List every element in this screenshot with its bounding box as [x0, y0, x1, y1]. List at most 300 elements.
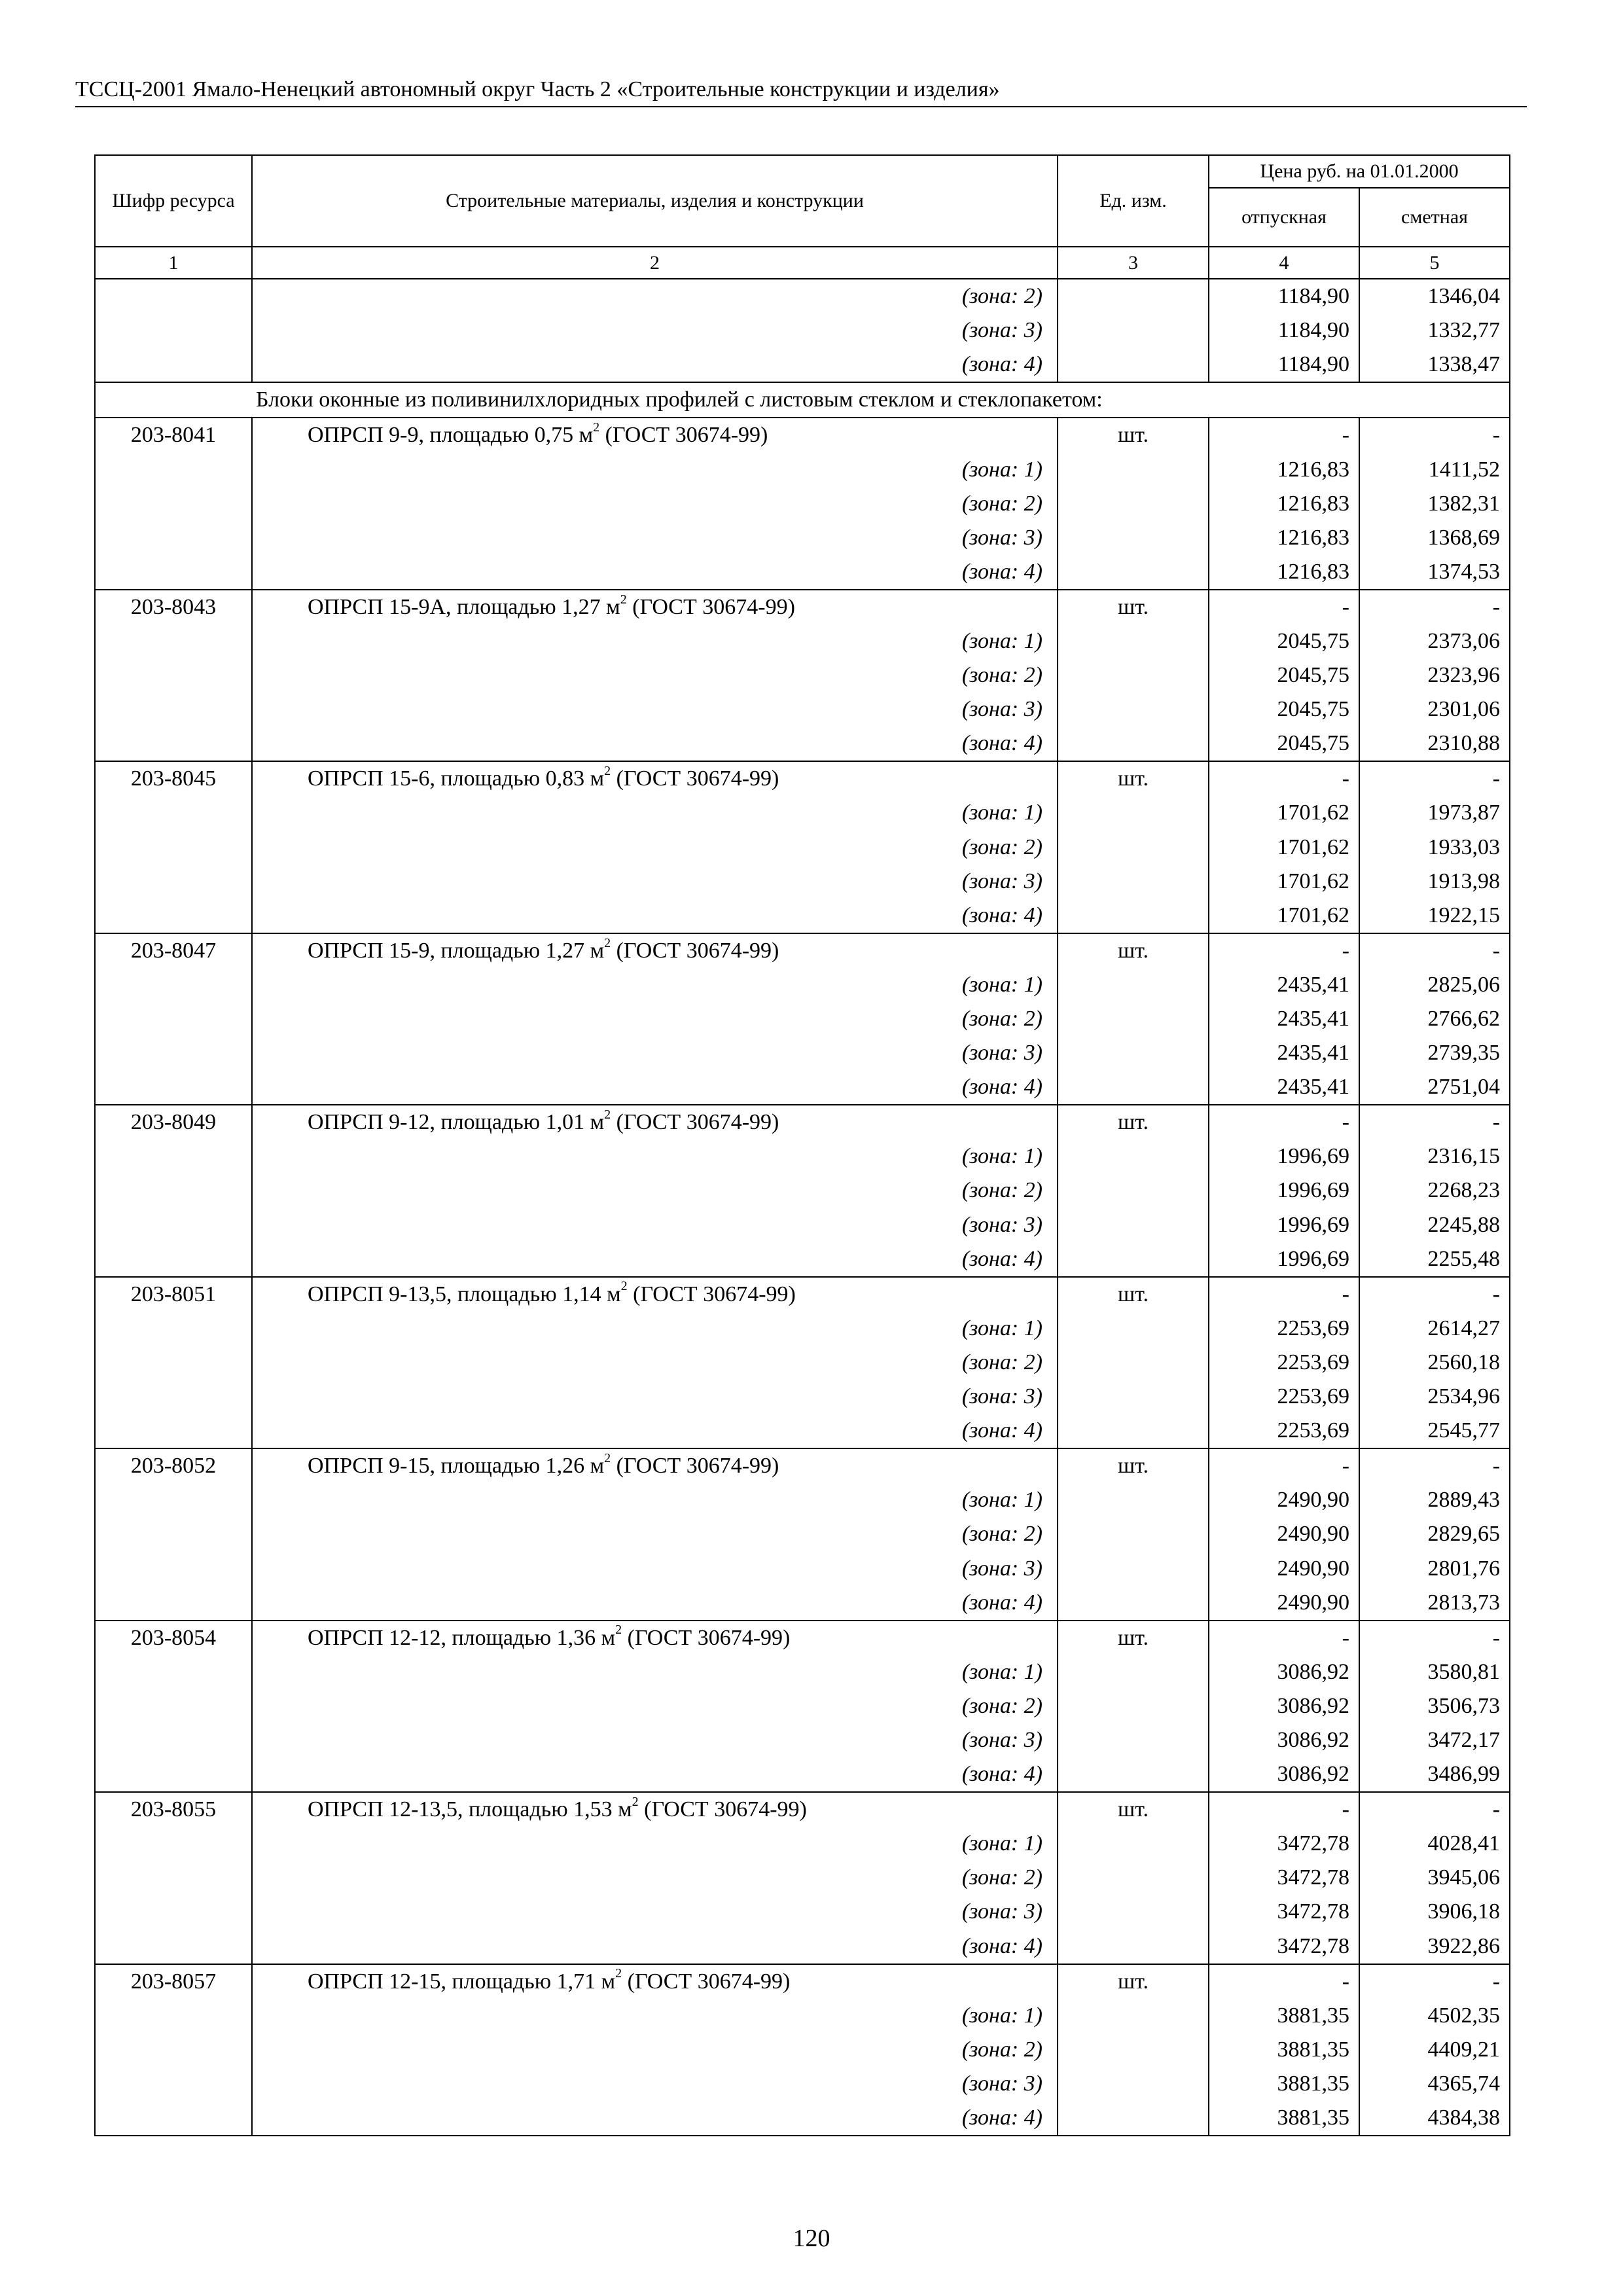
column-number: 3: [1058, 247, 1209, 279]
resource-code: 203-8051: [95, 1277, 252, 1312]
release-price: 1996,69: [1209, 1139, 1359, 1174]
resource-code: 203-8049: [95, 1105, 252, 1139]
unit-cell: [1058, 1242, 1209, 1277]
estimate-price: 1368,69: [1359, 521, 1510, 555]
release-price: 2490,90: [1209, 1483, 1359, 1517]
estimate-price: 2255,48: [1359, 1242, 1510, 1277]
code-cell: [95, 452, 252, 486]
estimate-price: 3945,06: [1359, 1861, 1510, 1895]
estimate-price: 2751,04: [1359, 1070, 1510, 1105]
estimate-price: 2801,76: [1359, 1551, 1510, 1585]
unit-superscript: 2: [604, 1450, 611, 1465]
code-cell: [95, 692, 252, 726]
unit-cell: [1058, 1346, 1209, 1380]
unit-cell: [1058, 279, 1209, 314]
zone-label: (зона: 1): [252, 968, 1058, 1002]
zone-row: [95, 1312, 1510, 1346]
code-cell: [95, 348, 252, 382]
code-cell: [95, 2067, 252, 2101]
estimate-price: 1411,52: [1359, 452, 1510, 486]
item-name-text: ОПРСП 15-9, площадью 1,27 м: [308, 938, 605, 963]
resource-code: 203-8054: [95, 1621, 252, 1655]
zone-row: [95, 899, 1510, 933]
estimate-price: 4365,74: [1359, 2067, 1510, 2101]
item-name: [252, 1105, 1058, 1139]
item-name: [252, 590, 1058, 624]
unit-cell: шт.: [1058, 761, 1209, 796]
release-price: 2045,75: [1209, 658, 1359, 692]
release-price: 2045,75: [1209, 624, 1359, 658]
zone-label: (зона: 3): [252, 1723, 1058, 1757]
release-price: 2435,41: [1209, 1002, 1359, 1036]
item-row: [95, 1105, 1510, 1139]
zone-row: [95, 2067, 1510, 2101]
item-name-text: ОПРСП 12-15, площадью 1,71 м: [308, 1969, 616, 1994]
item-row: [95, 1621, 1510, 1655]
zone-label: (зона: 2): [252, 1861, 1058, 1895]
item-name: [252, 761, 1058, 796]
item-row: [95, 418, 1510, 452]
zone-row: [95, 1551, 1510, 1585]
estimate-price: -: [1359, 1105, 1510, 1139]
unit-superscript: 2: [632, 1794, 639, 1809]
zone-label: (зона: 2): [252, 2033, 1058, 2067]
zone-label: (зона: 3): [252, 1551, 1058, 1585]
zone-label: (зона: 3): [252, 865, 1058, 899]
zone-label: (зона: 1): [252, 1827, 1058, 1861]
unit-cell: [1058, 2101, 1209, 2136]
zone-row: [95, 521, 1510, 555]
zone-label: (зона: 3): [252, 521, 1058, 555]
zone-row: [95, 1757, 1510, 1792]
code-cell: [95, 555, 252, 590]
zone-label: (зона: 1): [252, 1312, 1058, 1346]
estimate-price: 2825,06: [1359, 968, 1510, 1002]
zone-row: [95, 624, 1510, 658]
zone-row: [95, 1517, 1510, 1551]
zone-row: [95, 1483, 1510, 1517]
item-name-text: ОПРСП 9-12, площадью 1,01 м: [308, 1110, 605, 1135]
release-price: 3472,78: [1209, 1895, 1359, 1929]
unit-cell: [1058, 1070, 1209, 1105]
estimate-price: -: [1359, 418, 1510, 452]
unit-cell: шт.: [1058, 418, 1209, 452]
code-cell: [95, 726, 252, 761]
code-cell: [95, 279, 252, 314]
item-row: [95, 1964, 1510, 1999]
estimate-price: -: [1359, 1621, 1510, 1655]
zone-row: [95, 968, 1510, 1002]
code-cell: [95, 831, 252, 865]
estimate-price: 2268,23: [1359, 1174, 1510, 1208]
release-price: -: [1209, 1448, 1359, 1483]
item-name-text: ОПРСП 9-15, площадью 1,26 м: [308, 1454, 605, 1479]
zone-label: (зона: 2): [252, 1002, 1058, 1036]
unit-cell: [1058, 624, 1209, 658]
unit-cell: шт.: [1058, 1277, 1209, 1312]
item-standard: (ГОСТ 30674-99): [611, 1454, 779, 1479]
estimate-price: 3906,18: [1359, 1895, 1510, 1929]
zone-label: (зона: 2): [252, 1517, 1058, 1551]
estimate-price: 3486,99: [1359, 1757, 1510, 1792]
zone-row: [95, 555, 1510, 590]
zone-row: [95, 1242, 1510, 1277]
unit-cell: [1058, 452, 1209, 486]
zone-row: [95, 279, 1510, 314]
item-row: [95, 590, 1510, 624]
code-cell: [95, 1380, 252, 1414]
unit-superscript: 2: [615, 1623, 622, 1638]
zone-label: (зона: 3): [252, 1380, 1058, 1414]
release-price: 1996,69: [1209, 1242, 1359, 1277]
unit-cell: [1058, 692, 1209, 726]
estimate-price: 1933,03: [1359, 831, 1510, 865]
zone-label: (зона: 3): [252, 1208, 1058, 1242]
estimate-price: 2813,73: [1359, 1586, 1510, 1621]
resource-code: 203-8057: [95, 1964, 252, 1999]
unit-cell: [1058, 1517, 1209, 1551]
item-name-text: ОПРСП 9-13,5, площадью 1,14 м: [308, 1282, 621, 1306]
zone-row: [95, 1861, 1510, 1895]
unit-cell: [1058, 487, 1209, 521]
zone-row: [95, 348, 1510, 382]
release-price: 2253,69: [1209, 1346, 1359, 1380]
item-name-text: ОПРСП 15-9А, площадью 1,27 м: [308, 594, 620, 619]
zone-row: [95, 1036, 1510, 1070]
code-cell: [95, 1929, 252, 1964]
estimate-price: 1338,47: [1359, 348, 1510, 382]
code-cell: [95, 624, 252, 658]
estimate-price: 3506,73: [1359, 1689, 1510, 1723]
release-price: -: [1209, 590, 1359, 624]
release-price: 1184,90: [1209, 279, 1359, 314]
unit-cell: [1058, 1002, 1209, 1036]
resource-code: 203-8055: [95, 1792, 252, 1827]
estimate-price: 3580,81: [1359, 1655, 1510, 1689]
release-price: 3881,35: [1209, 2067, 1359, 2101]
code-cell: [95, 796, 252, 830]
item-standard: (ГОСТ 30674-99): [599, 423, 768, 448]
estimate-price: 2614,27: [1359, 1312, 1510, 1346]
code-cell: [95, 658, 252, 692]
zone-label: (зона: 1): [252, 1483, 1058, 1517]
estimate-price: 1332,77: [1359, 314, 1510, 348]
zone-row: [95, 865, 1510, 899]
unit-cell: [1058, 1174, 1209, 1208]
zone-label: (зона: 4): [252, 555, 1058, 590]
zone-label: (зона: 4): [252, 1929, 1058, 1964]
zone-label: (зона: 2): [252, 1174, 1058, 1208]
item-row: [95, 1448, 1510, 1483]
release-price: -: [1209, 418, 1359, 452]
unit-cell: [1058, 1208, 1209, 1242]
unit-cell: [1058, 796, 1209, 830]
unit-cell: [1058, 2067, 1209, 2101]
unit-cell: [1058, 1586, 1209, 1621]
unit-cell: [1058, 1757, 1209, 1792]
unit-cell: [1058, 899, 1209, 933]
estimate-price: 2545,77: [1359, 1414, 1510, 1448]
release-price: 2045,75: [1209, 726, 1359, 761]
estimate-price: 1374,53: [1359, 555, 1510, 590]
unit-cell: [1058, 1483, 1209, 1517]
zone-row: [95, 1139, 1510, 1174]
estimate-price: 2310,88: [1359, 726, 1510, 761]
release-price: 2253,69: [1209, 1380, 1359, 1414]
zone-row: [95, 1655, 1510, 1689]
release-price: 3472,78: [1209, 1929, 1359, 1964]
release-price: 1701,62: [1209, 831, 1359, 865]
code-cell: [95, 2033, 252, 2067]
code-cell: [95, 1517, 252, 1551]
header-estimate-price: сметная: [1359, 188, 1510, 247]
release-price: 3472,78: [1209, 1827, 1359, 1861]
zone-row: [95, 1414, 1510, 1448]
code-cell: [95, 968, 252, 1002]
item-standard: (ГОСТ 30674-99): [626, 594, 795, 619]
zone-label: (зона: 4): [252, 348, 1058, 382]
zone-label: (зона: 1): [252, 624, 1058, 658]
item-row: [95, 761, 1510, 796]
release-price: 2490,90: [1209, 1586, 1359, 1621]
zone-row: [95, 1895, 1510, 1929]
zone-row: [95, 831, 1510, 865]
zone-label: (зона: 4): [252, 1586, 1058, 1621]
zone-label: (зона: 1): [252, 796, 1058, 830]
code-cell: [95, 899, 252, 933]
release-price: 3881,35: [1209, 2033, 1359, 2067]
zone-label: (зона: 1): [252, 452, 1058, 486]
release-price: 2435,41: [1209, 1036, 1359, 1070]
zone-label: (зона: 1): [252, 1139, 1058, 1174]
code-cell: [95, 1036, 252, 1070]
release-price: 3086,92: [1209, 1757, 1359, 1792]
code-cell: [95, 1861, 252, 1895]
zone-label: (зона: 3): [252, 692, 1058, 726]
code-cell: [95, 1208, 252, 1242]
estimate-price: 1913,98: [1359, 865, 1510, 899]
zone-row: [95, 1689, 1510, 1723]
unit-superscript: 2: [604, 935, 611, 950]
unit-cell: [1058, 1895, 1209, 1929]
unit-cell: [1058, 1655, 1209, 1689]
item-name-text: ОПРСП 9-9, площадью 0,75 м: [308, 423, 594, 448]
header-name: Строительные материалы, изделия и конструкции: [252, 155, 1058, 247]
estimate-price: 2889,43: [1359, 1483, 1510, 1517]
estimate-price: -: [1359, 761, 1510, 796]
release-price: -: [1209, 761, 1359, 796]
zone-label: (зона: 2): [252, 487, 1058, 521]
unit-cell: [1058, 1999, 1209, 2033]
zone-row: [95, 1929, 1510, 1964]
unit-cell: [1058, 968, 1209, 1002]
estimate-price: -: [1359, 590, 1510, 624]
code-cell: [95, 1483, 252, 1517]
item-row: [95, 1792, 1510, 1827]
estimate-price: 4028,41: [1359, 1827, 1510, 1861]
code-cell: [95, 1586, 252, 1621]
release-price: -: [1209, 933, 1359, 968]
unit-cell: [1058, 1414, 1209, 1448]
zone-row: [95, 452, 1510, 486]
release-price: 2490,90: [1209, 1517, 1359, 1551]
unit-cell: шт.: [1058, 1792, 1209, 1827]
unit-cell: [1058, 1139, 1209, 1174]
item-name: [252, 1448, 1058, 1483]
item-standard: (ГОСТ 30674-99): [611, 766, 779, 791]
estimate-price: 1346,04: [1359, 279, 1510, 314]
item-standard: (ГОСТ 30674-99): [622, 1625, 791, 1650]
release-price: 1184,90: [1209, 348, 1359, 382]
table-body: [95, 279, 1510, 2136]
price-table: [94, 154, 1510, 2136]
code-cell: [95, 1070, 252, 1105]
zone-label: (зона: 4): [252, 726, 1058, 761]
item-standard: (ГОСТ 30674-99): [627, 1282, 796, 1306]
zone-row: [95, 692, 1510, 726]
unit-cell: шт.: [1058, 590, 1209, 624]
release-price: 1996,69: [1209, 1208, 1359, 1242]
item-name: [252, 418, 1058, 452]
release-price: 2253,69: [1209, 1312, 1359, 1346]
code-cell: [95, 314, 252, 348]
zone-row: [95, 726, 1510, 761]
estimate-price: 2301,06: [1359, 692, 1510, 726]
code-cell: [95, 1723, 252, 1757]
release-price: -: [1209, 1277, 1359, 1312]
unit-cell: [1058, 1827, 1209, 1861]
release-price: -: [1209, 1964, 1359, 1999]
item-name: [252, 1964, 1058, 1999]
code-cell: [95, 865, 252, 899]
zone-row: [95, 1827, 1510, 1861]
code-cell: [95, 1827, 252, 1861]
release-price: 1701,62: [1209, 899, 1359, 933]
zone-row: [95, 1999, 1510, 2033]
estimate-price: 2534,96: [1359, 1380, 1510, 1414]
item-name: [252, 933, 1058, 968]
code-cell: [95, 1174, 252, 1208]
item-standard: (ГОСТ 30674-99): [611, 938, 779, 963]
zone-label: (зона: 2): [252, 1689, 1058, 1723]
zone-label: (зона: 4): [252, 1070, 1058, 1105]
release-price: 2435,41: [1209, 1070, 1359, 1105]
estimate-price: -: [1359, 933, 1510, 968]
zone-row: [95, 1174, 1510, 1208]
estimate-price: 2373,06: [1359, 624, 1510, 658]
unit-cell: [1058, 555, 1209, 590]
release-price: 3881,35: [1209, 2101, 1359, 2136]
release-price: 1996,69: [1209, 1174, 1359, 1208]
estimate-price: -: [1359, 1448, 1510, 1483]
estimate-price: 4384,38: [1359, 2101, 1510, 2136]
release-price: 2435,41: [1209, 968, 1359, 1002]
release-price: -: [1209, 1105, 1359, 1139]
unit-cell: [1058, 1312, 1209, 1346]
code-cell: [95, 1002, 252, 1036]
estimate-price: 2323,96: [1359, 658, 1510, 692]
release-price: 3086,92: [1209, 1723, 1359, 1757]
unit-superscript: 2: [604, 1107, 611, 1122]
zone-label: (зона: 4): [252, 1757, 1058, 1792]
release-price: 3086,92: [1209, 1689, 1359, 1723]
resource-code: 203-8041: [95, 418, 252, 452]
release-price: -: [1209, 1792, 1359, 1827]
release-price: 1701,62: [1209, 865, 1359, 899]
table-header: [95, 155, 1510, 279]
resource-code: 203-8045: [95, 761, 252, 796]
code-cell: [95, 1757, 252, 1792]
item-row: [95, 933, 1510, 968]
release-price: 1216,83: [1209, 452, 1359, 486]
estimate-price: 1922,15: [1359, 899, 1510, 933]
code-cell: [95, 1346, 252, 1380]
item-row: [95, 1277, 1510, 1312]
code-cell: [95, 1312, 252, 1346]
estimate-price: 2829,65: [1359, 1517, 1510, 1551]
unit-cell: [1058, 1861, 1209, 1895]
zone-label: (зона: 2): [252, 1346, 1058, 1380]
running-header: ТССЦ-2001 Ямало-Ненецкий автономный округ Часть 2 «Строительные конструкции и изделия»: [75, 77, 1000, 101]
zone-label: (зона: 3): [252, 1036, 1058, 1070]
zone-label: (зона: 1): [252, 1999, 1058, 2033]
release-price: 3472,78: [1209, 1861, 1359, 1895]
column-number: 5: [1359, 247, 1510, 279]
resource-code: 203-8052: [95, 1448, 252, 1483]
item-name-text: ОПРСП 12-13,5, площадью 1,53 м: [308, 1797, 632, 1822]
estimate-price: 2766,62: [1359, 1002, 1510, 1036]
estimate-price: 1382,31: [1359, 487, 1510, 521]
release-price: 1216,83: [1209, 555, 1359, 590]
unit-cell: шт.: [1058, 1621, 1209, 1655]
unit-cell: [1058, 1036, 1209, 1070]
estimate-price: 2739,35: [1359, 1036, 1510, 1070]
estimate-price: 2316,15: [1359, 1139, 1510, 1174]
item-name: [252, 1621, 1058, 1655]
zone-row: [95, 2033, 1510, 2067]
unit-cell: [1058, 348, 1209, 382]
code-cell: [95, 487, 252, 521]
code-cell: [95, 1655, 252, 1689]
zone-row: [95, 1723, 1510, 1757]
estimate-price: 3472,17: [1359, 1723, 1510, 1757]
zone-row: [95, 1346, 1510, 1380]
code-cell: [95, 1689, 252, 1723]
release-price: 2490,90: [1209, 1551, 1359, 1585]
estimate-price: 3922,86: [1359, 1929, 1510, 1964]
estimate-price: 2245,88: [1359, 1208, 1510, 1242]
estimate-price: -: [1359, 1964, 1510, 1999]
unit-superscript: 2: [620, 1279, 628, 1294]
release-price: 1701,62: [1209, 796, 1359, 830]
code-cell: [95, 1895, 252, 1929]
release-price: 3881,35: [1209, 1999, 1359, 2033]
release-price: 3086,92: [1209, 1655, 1359, 1689]
resource-code: 203-8047: [95, 933, 252, 968]
unit-cell: [1058, 521, 1209, 555]
page-number: 120: [793, 2225, 830, 2252]
unit-cell: [1058, 865, 1209, 899]
header-code: Шифр ресурса: [95, 155, 252, 247]
zone-label: (зона: 3): [252, 314, 1058, 348]
column-number: 4: [1209, 247, 1359, 279]
release-price: 1216,83: [1209, 487, 1359, 521]
zone-row: [95, 487, 1510, 521]
code-cell: [95, 1551, 252, 1585]
unit-cell: [1058, 314, 1209, 348]
release-price: -: [1209, 1621, 1359, 1655]
item-name-text: ОПРСП 15-6, площадью 0,83 м: [308, 766, 605, 791]
